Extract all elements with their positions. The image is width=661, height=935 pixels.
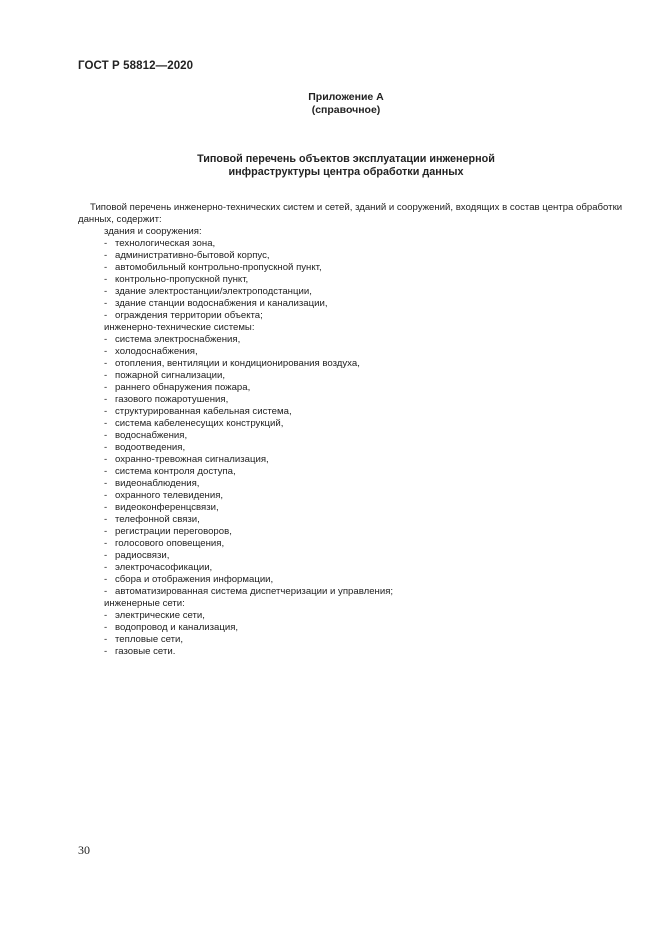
list-item-text: охранного телевидения, bbox=[115, 490, 224, 501]
list-item bbox=[78, 346, 623, 358]
list-dash: - bbox=[104, 238, 108, 249]
list-item-text: телефонной связи, bbox=[115, 514, 200, 525]
section-title-line-2: инфраструктуры центра обработки данных bbox=[228, 166, 464, 178]
list-item bbox=[78, 262, 623, 274]
list-dash: - bbox=[104, 574, 108, 585]
list-dash: - bbox=[104, 334, 108, 345]
list-item-text: видеонаблюдения, bbox=[115, 478, 200, 489]
list-item-text: водоотведения, bbox=[115, 442, 186, 453]
list-dash: - bbox=[104, 454, 108, 465]
list-item bbox=[78, 298, 623, 310]
list-item bbox=[78, 274, 623, 286]
list-dash: - bbox=[104, 538, 108, 549]
list-dash: - bbox=[104, 478, 108, 489]
list-dash: - bbox=[104, 346, 108, 357]
list-item bbox=[78, 418, 623, 430]
list-dash: - bbox=[104, 610, 108, 621]
list-item-text: пожарной сигнализации, bbox=[115, 370, 226, 381]
list-dash: - bbox=[104, 430, 108, 441]
list-dash: - bbox=[104, 298, 108, 309]
list-item bbox=[78, 502, 623, 514]
list-item-text: ограждения территории объекта; bbox=[115, 310, 263, 321]
list-dash: - bbox=[104, 382, 108, 393]
list-item bbox=[78, 562, 623, 574]
list-item bbox=[78, 310, 623, 322]
list-item-text: автомобильный контрольно-пропускной пункт, bbox=[115, 262, 322, 273]
list-dash: - bbox=[104, 634, 108, 645]
list-dash: - bbox=[104, 550, 108, 561]
list-dash: - bbox=[104, 466, 108, 477]
list-item bbox=[78, 574, 623, 586]
list-item-text: здание электростанции/электроподстанции, bbox=[115, 286, 312, 297]
list-item-text: система контроля доступа, bbox=[115, 466, 236, 477]
list-dash: - bbox=[104, 442, 108, 453]
list-dash: - bbox=[104, 562, 108, 573]
list-item-text: сбора и отображения информации, bbox=[115, 574, 274, 585]
list-dash: - bbox=[104, 406, 108, 417]
list-item bbox=[78, 394, 623, 406]
list-item-text: радиосвязи, bbox=[115, 550, 170, 561]
annex-heading bbox=[290, 91, 402, 117]
list-item bbox=[78, 646, 623, 658]
list-item-text: система электроснабжения, bbox=[115, 334, 241, 345]
list-item-text: холодоснабжения, bbox=[115, 346, 198, 357]
list-dash: - bbox=[104, 310, 108, 321]
list-dash: - bbox=[104, 286, 108, 297]
list-item bbox=[78, 550, 623, 562]
list-dash: - bbox=[104, 586, 108, 597]
list-item bbox=[78, 370, 623, 382]
list-item-text: автоматизированная система диспетчеризации и управления; bbox=[115, 586, 394, 597]
list-item-text: охранно-тревожная сигнализация, bbox=[115, 454, 269, 465]
list-dash: - bbox=[104, 394, 108, 405]
list-item bbox=[78, 490, 623, 502]
list-item bbox=[78, 334, 623, 346]
list-item-text: система кабеленесущих конструкций, bbox=[115, 418, 284, 429]
list-item bbox=[78, 406, 623, 418]
list-item bbox=[78, 442, 623, 454]
list-item bbox=[78, 610, 623, 622]
list-item bbox=[78, 514, 623, 526]
list-item-text: голосового оповещения, bbox=[115, 538, 225, 549]
annex-title: Приложение А bbox=[308, 91, 384, 103]
list-item-text: газовые сети. bbox=[115, 646, 176, 657]
annex-subtitle: (справочное) bbox=[311, 104, 381, 116]
list-item-text: тепловые сети, bbox=[115, 634, 184, 645]
list-dash: - bbox=[104, 526, 108, 537]
section-title bbox=[170, 153, 522, 179]
list-item-text: структурированная кабельная система, bbox=[115, 406, 292, 417]
list-item bbox=[78, 622, 623, 634]
document-code: ГОСТ Р 58812—2020 bbox=[78, 60, 194, 72]
list-item-text: электрические сети, bbox=[115, 610, 205, 621]
list-item bbox=[78, 382, 623, 394]
list-item bbox=[78, 478, 623, 490]
list-item-text: регистрации переговоров, bbox=[115, 526, 232, 537]
list-item-text: электрочасофикации, bbox=[115, 562, 213, 573]
list-item bbox=[78, 238, 623, 250]
list-item bbox=[78, 526, 623, 538]
list-item bbox=[78, 430, 623, 442]
list-group-heading: здания и сооружения: bbox=[104, 226, 202, 237]
list-item bbox=[78, 454, 623, 466]
list-dash: - bbox=[104, 514, 108, 525]
list-item bbox=[78, 538, 623, 550]
list-dash: - bbox=[104, 646, 108, 657]
intro-paragraph: Типовой перечень инженерно-технических систем и сетей, зданий и сооружений, входящих в состав центра обработки данных, содержит: bbox=[78, 202, 623, 225]
list-dash: - bbox=[104, 418, 108, 429]
list-item-text: технологическая зона, bbox=[115, 238, 216, 249]
list-dash: - bbox=[104, 262, 108, 273]
object-list bbox=[78, 226, 623, 658]
list-item-text: контрольно-пропускной пункт, bbox=[115, 274, 249, 285]
list-dash: - bbox=[104, 490, 108, 501]
list-item-text: видеоконференцсвязи, bbox=[115, 502, 219, 513]
list-dash: - bbox=[104, 274, 108, 285]
list-item-text: здание станции водоснабжения и канализации, bbox=[115, 298, 328, 309]
list-item-text: водопровод и канализация, bbox=[115, 622, 239, 633]
list-group-heading: инженерно-технические системы: bbox=[104, 322, 255, 333]
list-item bbox=[78, 634, 623, 646]
list-item bbox=[78, 286, 623, 298]
list-item bbox=[78, 466, 623, 478]
list-dash: - bbox=[104, 502, 108, 513]
list-item-text: газового пожаротушения, bbox=[115, 394, 229, 405]
list-dash: - bbox=[104, 358, 108, 369]
list-item bbox=[78, 250, 623, 262]
list-item-text: водоснабжения, bbox=[115, 430, 188, 441]
list-item-text: раннего обнаружения пожара, bbox=[115, 382, 251, 393]
list-item bbox=[78, 358, 623, 370]
list-item-text: административно-бытовой корпус, bbox=[115, 250, 270, 261]
list-dash: - bbox=[104, 250, 108, 261]
list-group-heading: инженерные сети: bbox=[104, 598, 185, 609]
list-dash: - bbox=[104, 622, 108, 633]
section-title-line-1: Типовой перечень объектов эксплуатации инженерной bbox=[197, 153, 495, 165]
list-item bbox=[78, 586, 623, 598]
list-dash: - bbox=[104, 370, 108, 381]
page-number: 30 bbox=[78, 843, 90, 857]
list-item-text: отопления, вентиляции и кондиционирования воздуха, bbox=[115, 358, 360, 369]
